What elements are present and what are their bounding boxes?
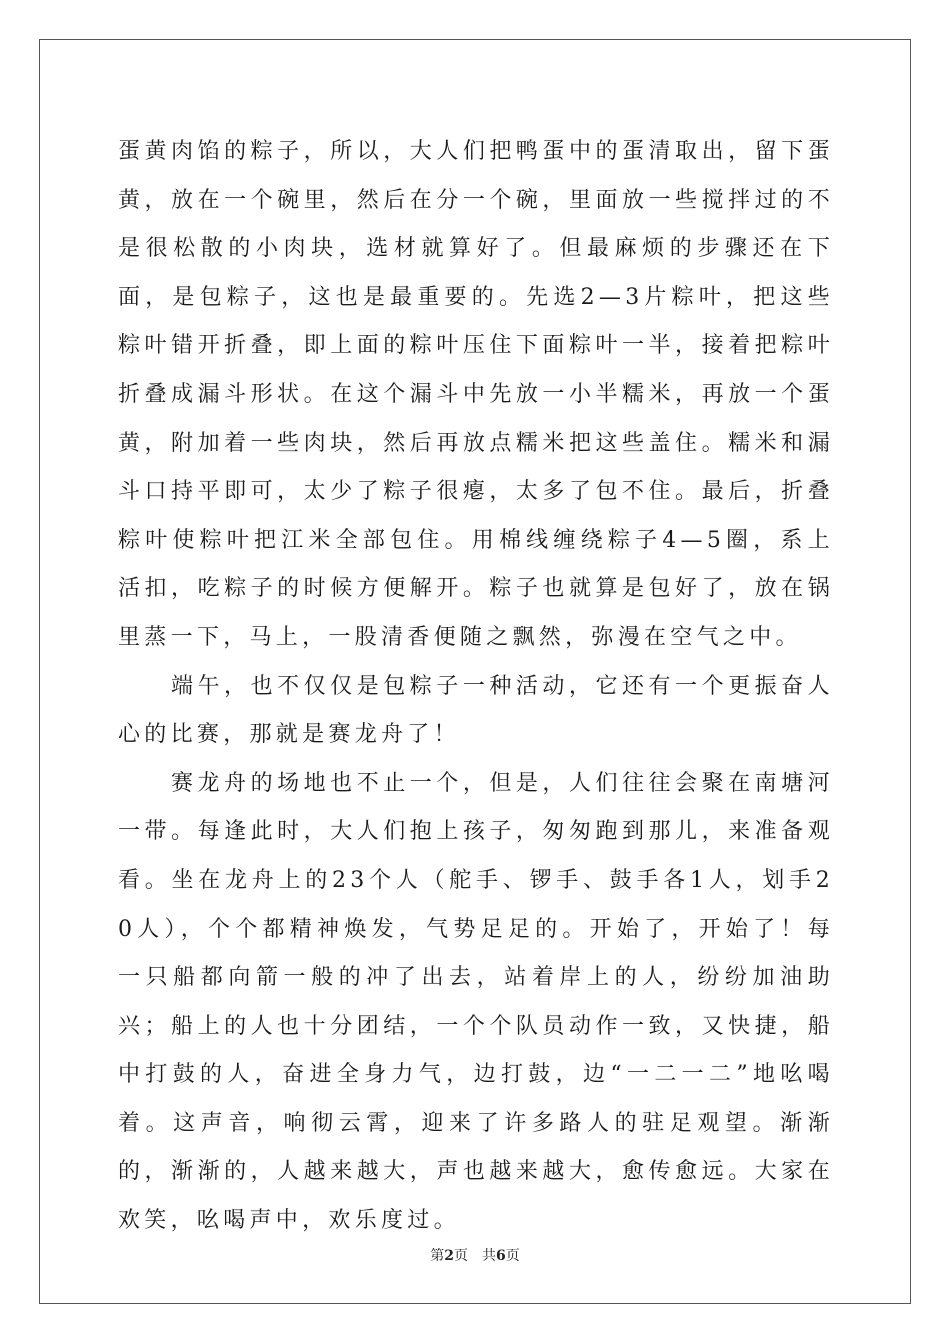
paragraph-3: 赛龙舟的场地也不止一个，但是，人们往往会聚在南塘河一带。每逢此时，大人们抱上孩子，匆匆跑到那儿，来准备观看。坐在龙舟上的23个人（舵手、锣手、鼓手各1人，划手20人），个个都精神焕发，气势足足的。开始了，开始了！每一只船都向箭一般的冲了出去，站着岸上的人，纷纷加油助兴；船上的人也十分团结，一个个队员动作一致，又快捷，船中打鼓的人，奋进全身力气，边打鼓，边“一二一二”地吆喝着。这声音，响彻云霄，迎来了许多路人的驻足观望。渐渐的，渐渐的，人越来越大，声也越来越大，愈传愈远。大家在欢笑，吆喝声中，欢乐度过。: [118, 770, 834, 1234]
page-footer: [0, 1245, 950, 1265]
paragraph-1: 蛋黄肉馅的粽子，所以，大人们把鸭蛋中的蛋清取出，留下蛋黄，放在一个碗里，然后在分一个碗，里面放一些搅拌过的不是很松散的小肉块，选材就算好了。但最麻烦的步骤还在下面，是包粽子，这也是最重要的。先选2—3片粽叶，把这些粽叶错开折叠，即上面的粽叶压住下面粽叶一半，接着把粽叶折叠成漏斗形状。在这个漏斗中先放一小半糯米，再放一个蛋黄，附加着一些肉块，然后再放点糯米把这些盖住。糯米和漏斗口持平即可，太少了粽子很瘪，太多了包不住。最后，折叠粽叶使粽叶把江米全部包住。用棉线缠绕粽子4—5圈，系上活扣，吃粽子的时候方便解开。粽子也就算是包好了，放在锅里蒸一下，马上，一股清香便随之飘然，弥漫在空气之中。: [118, 139, 834, 650]
page-label-prefix: 第: [430, 1248, 445, 1264]
total-pages: 6: [496, 1248, 506, 1264]
total-label-prefix: 共: [482, 1248, 496, 1264]
page-label-suffix: 页: [454, 1248, 468, 1264]
page-number: 2: [444, 1248, 454, 1264]
paragraph-2: 端午，也不仅仅是包粽子一种活动，它还有一个更振奋人心的比赛，那就是赛龙舟了！: [118, 673, 834, 748]
total-label-suffix: 页: [505, 1248, 520, 1264]
document-body: [118, 128, 834, 1246]
